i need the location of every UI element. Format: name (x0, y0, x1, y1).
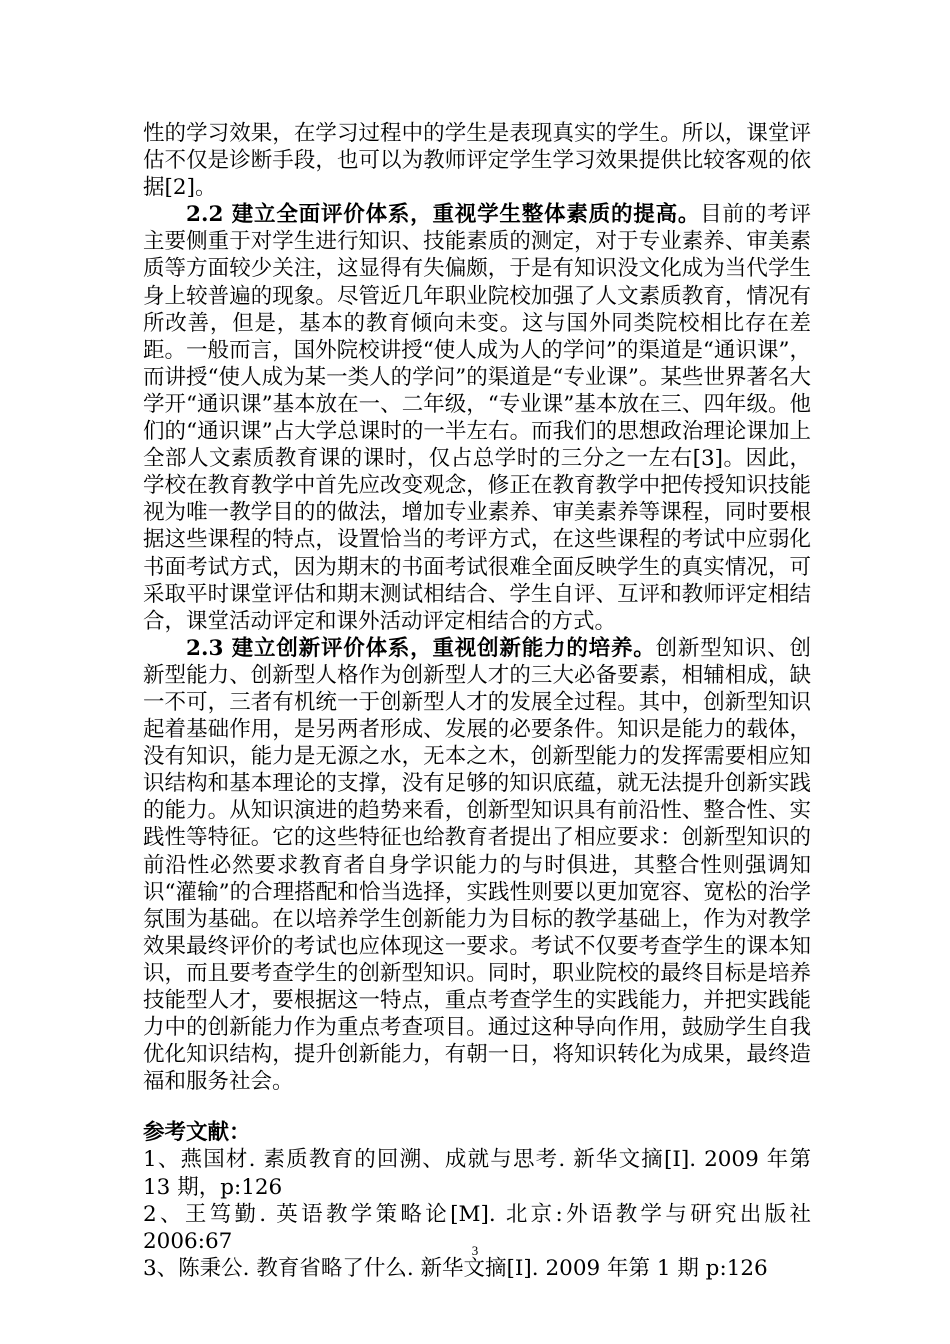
section-2-2-paragraph (143, 201, 811, 635)
section-2-2-heading: 2.2 建立全面评价体系，重视学生整体素质的提高。 (186, 202, 701, 228)
section-2-2-body: 目前的考评主要侧重于对学生进行知识、技能素质的测定，对于专业素养、审美素质等方面较少关注，这显得有失偏颇，于是有知识没文化成为当代学生身上较普遍的现象。尽管近几年职业院校加强了人文素质教育，情况有所改善，但是，基本的教育倾向未变。这与国外同类院校相比存在差距。一般而言，国外院校讲授“使人成为人的学问”的渠道是“通识课”，而讲授“使人成为某一类人的学问”的渠道是“专业课”。某些世界著名大学开“通识课”基本放在一、二年级，“专业课”基本放在三、四年级。他们的“通识课”占大学总课时的一半左右。而我们的思想政治理论课加上全部人文素质教育课的课时，仅占总学时的三分之一左右[3]。因此，学校在教育教学中首先应改变观念，修正在教育教学中把传授知识技能视为唯一教学目的的做法，增加专业素养、审美素养等课程，同时要根据这些课程的特点，设置恰当的考评方式，在这些课程的考试中应弱化书面考试方式，因为期末的书面考试很难全面反映学生的真实情况，可采取平时课堂评估和期末测试相结合、学生自评、互评和教师评定相结合，课堂活动评定和课外活动评定相结合的方式。 (143, 202, 811, 634)
reference-item-1: 1、燕国材. 素质教育的回溯、成就与思考. 新华文摘[I]. 2009 年第 13 期，p:126 (143, 1147, 811, 1200)
page-number: 3 (471, 1243, 479, 1258)
intro-paragraph: 性的学习效果，在学习过程中的学生是表现真实的学生。所以，课堂评估不仅是诊断手段，也可以为教师评定学生学习效果提供比较客观的依据[2]。 (143, 121, 811, 201)
references-title: 参考文献： (143, 1120, 251, 1146)
document-body (143, 120, 811, 1282)
section-2-3-heading: 2.3 建立创新评价体系，重视创新能力的培养。 (186, 635, 656, 661)
section-2-3-body: 创新型知识、创新型能力、创新型人格作为创新型人才的三大必备要素，相辅相成，缺一不可，三者有机统一于创新型人才的发展全过程。其中，创新型知识起着基础作用，是另两者形成、发展的必要条件。知识是能力的载体，没有知识，能力是无源之水，无本之木，创新型能力的发挥需要相应知识结构和基本理论的支撑，没有足够的知识底蕴，就无法提升创新实践的能力。从知识演进的趋势来看，创新型知识具有前沿性、整合性、实践性等特征。它的这些特征也给教育者提出了相应要求：创新型知识的前沿性必然要求教育者自身学识能力的与时俱进，其整合性则强调知识“灌输”的合理搭配和恰当选择，实践性则要以更加宽容、宽松的治学氛围为基础。在以培养学生创新能力为目标的教学基础上，作为对教学效果最终评价的考试也应体现这一要求。考试不仅要考查学生的课本知识，而且要考查学生的创新型知识。同时，职业院校的最终目标是培养技能型人才，要根据这一特点，重点考查学生的实践能力，并把实践能力中的创新能力作为重点考查项目。通过这种导向作用，鼓励学生自我优化知识结构，提升创新能力，有朝一日，将知识转化为成果，最终造福和服务社会。 (143, 635, 811, 1095)
reference-item-3: 3、陈秉公. 教育省略了什么. 新华文摘[I]. 2009 年第 1 期 p:126 (143, 1255, 768, 1281)
section-2-3-paragraph (143, 635, 811, 1096)
reference-item-2: 2、王笃勤. 英语教学策略论[M]. 北京:外语教学与研究出版社 2006:67 (143, 1201, 811, 1254)
